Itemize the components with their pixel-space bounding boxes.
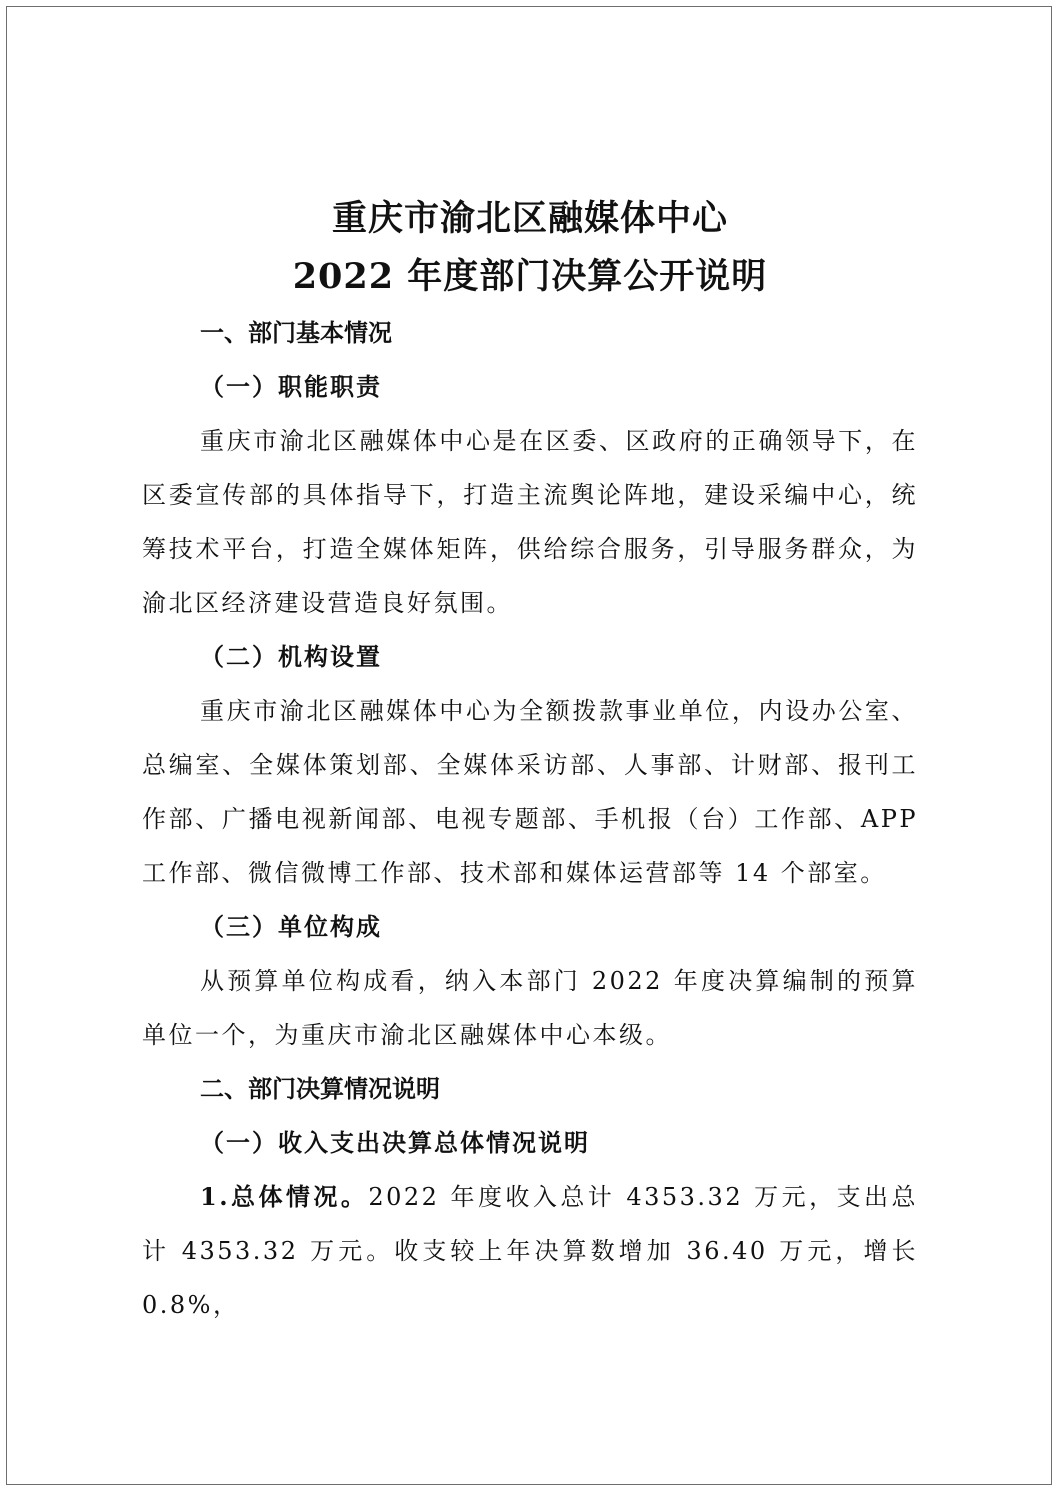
title-line-1: 重庆市渝北区融媒体中心 bbox=[331, 198, 728, 239]
title-line-2: 2022 年度部门决算公开说明 bbox=[292, 256, 768, 297]
section-1-3-heading: （三）单位构成 bbox=[200, 912, 382, 941]
section-2-heading: 二、部门决算情况说明 bbox=[200, 1074, 440, 1103]
section-1-3-paragraph: 从预算单位构成看，纳入本部门 2022 年度决算编制的预算单位一个，为重庆市渝北区融媒体中心本级。 bbox=[142, 967, 918, 1049]
section-2-1-paragraph bbox=[142, 1170, 918, 1332]
section-2-1-text: 2022 年度收入总计 4353.32 万元，支出总计 4353.32 万元。收支较上年决算数增加 36.40 万元，增长 0.8%， bbox=[142, 1183, 918, 1319]
document-title bbox=[142, 190, 918, 306]
section-1-heading: 一、部门基本情况 bbox=[200, 318, 392, 347]
section-2-1-heading: （一）收入支出决算总体情况说明 bbox=[200, 1128, 590, 1157]
section-2-1-lead: 1.总体情况。 bbox=[200, 1182, 369, 1211]
section-1-1-heading: （一）职能职责 bbox=[200, 372, 382, 401]
section-1-1-paragraph: 重庆市渝北区融媒体中心是在区委、区政府的正确领导下，在区委宣传部的具体指导下，打造主流舆论阵地，建设采编中心，统筹技术平台，打造全媒体矩阵，供给综合服务，引导服务群众，为渝北区经济建设营造良好氛围。 bbox=[142, 427, 918, 617]
section-1-2-heading: （二）机构设置 bbox=[200, 642, 382, 671]
section-1-2-paragraph: 重庆市渝北区融媒体中心为全额拨款事业单位，内设办公室、总编室、全媒体策划部、全媒体采访部、人事部、计财部、报刊工作部、广播电视新闻部、电视专题部、手机报（台）工作部、APP 工作部、微信微博工作部、技术部和媒体运营部等 14 个部室。 bbox=[142, 697, 918, 887]
document-body bbox=[142, 190, 918, 1332]
